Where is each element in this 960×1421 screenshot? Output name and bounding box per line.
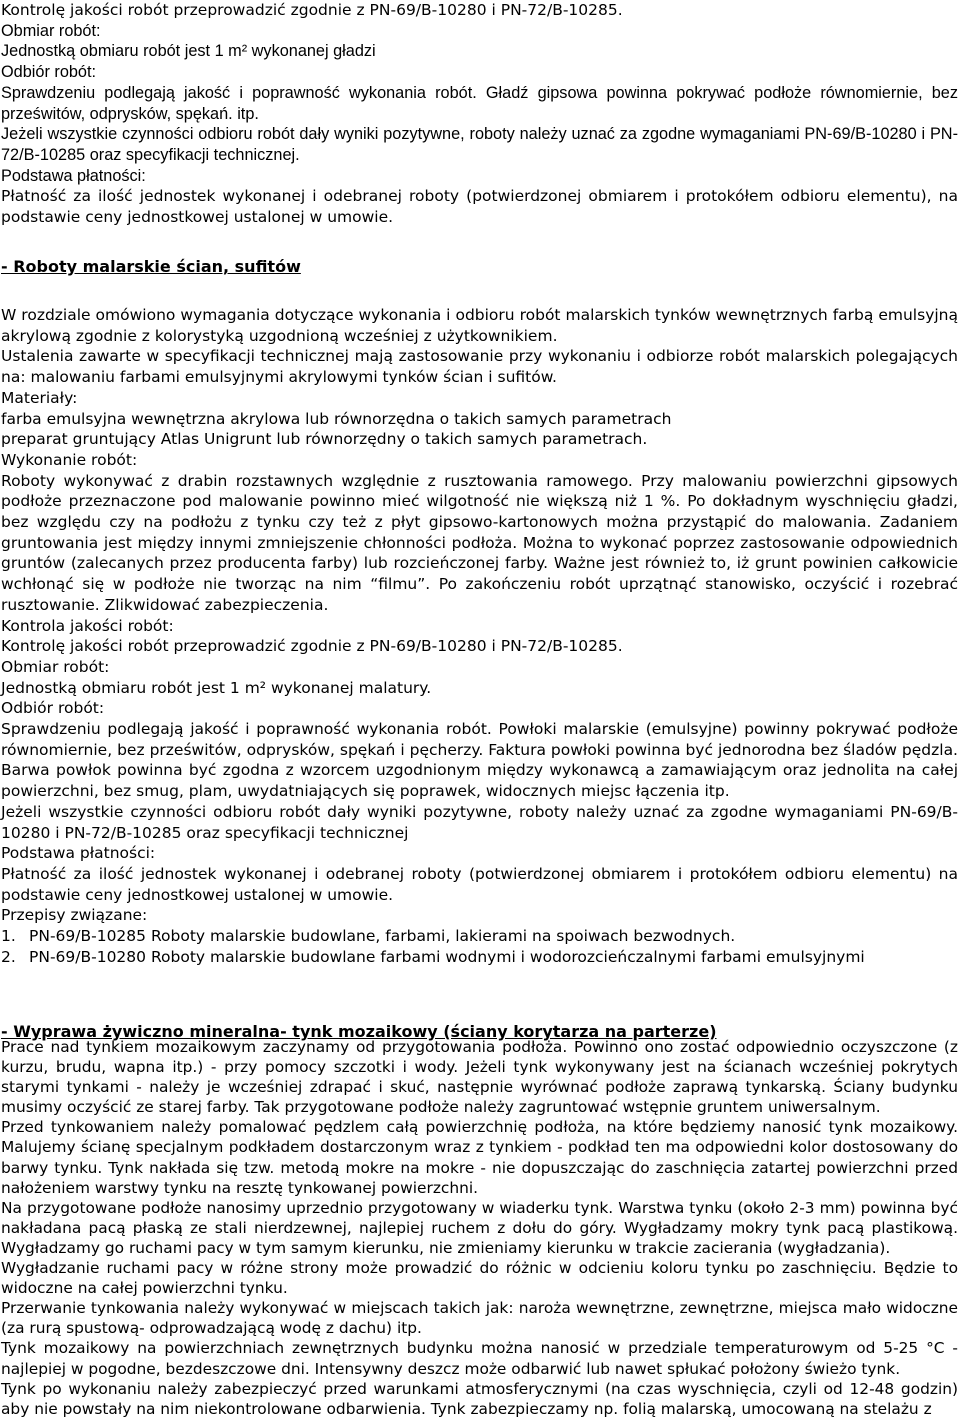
section-heading-painting: - Roboty malarskie ścian, sufitów bbox=[1, 257, 301, 276]
list-item-number: 2. bbox=[1, 947, 16, 966]
primer-paragraph: Przed tynkowaniem należy pomalować pędzlem całą powierzchnię podłoża, na które będziemy nanosić tynk mozaikowy. Malujemy ścianę specjalnym podkładem dostarczonym wraz z tynkiem - podkład ten ma odpowiedni kolor dostosowany do barwy tynku. Tynk nakłada się tzw. metodą mokre na mokre - nie dopuszczając do zaschnięcia zatartej powierzchni przed nałożeniem warstwy tynku na resztę tynkowanej powierzchni. bbox=[1, 1118, 958, 1197]
regulations-list bbox=[1, 926, 958, 967]
painting-section-summary bbox=[1, 0, 958, 228]
quality-control-text: Kontrolę jakości robót przeprowadzić zgodnie z PN-69/B-10280 i PN-72/B-10285. bbox=[1, 1, 623, 19]
mosaic-plaster-section bbox=[1, 1037, 958, 1419]
temperature-paragraph: Tynk mozaikowy na powierzchniach zewnętrznych budynku można nanosić w przedziale temperaturowym od 5-25 °C - najlepiej w pogodne, bezdeszczowe dni. Intensywny deszcz może odbarwić lub nawet spłukać położony świeżo tynk. bbox=[1, 1339, 958, 1378]
protection-paragraph: Tynk po wykonaniu należy zabezpieczyć przed warunkami atmosferycznymi (na czas wyschnięcia, czyli od 12-48 godzin) aby nie powstały na nim niekontrolowane odbarwienia. Tynk zabezpieczamy np. folią malarską, umocowaną na stelażu z bbox=[1, 1379, 958, 1418]
substrate-preparation-paragraph: Prace nad tynkiem mozaikowym zaczynamy od przygotowania podłoża. Powinno ono zostać odpowiednio oczyszczone (z kurzu, brudu, wapna itp.) - przy pomocy szczotki i wody. Jeżeli tynk wykonywany jest na ścianach wcześniej pokrytych starymi tynkami - należy je wcześniej zdrapać i skuć, następnie wyrównać podłoże zaprawą tynkarską. Ściany budynku musimy oczyścić ze starej farby. Tak przygotowane podłoże należy zagruntować wstępnie gruntem uniwersalnym. bbox=[1, 1038, 958, 1117]
acceptance-text: Sprawdzeniu podlegają jakość i poprawność wykonania robót. Gładź gipsowa powinna pokrywać podłoże równomiernie, bez prześwitów, odprysków, spękań. itp. bbox=[1, 83, 958, 123]
interruption-paragraph: Przerwanie tynkowania należy wykonywać w miejscach takich jak: naroża wewnętrzne, zewnętrzne, miejsca mało widoczne (za rurą spustową- odprowadzającą wodę z dachu) itp. bbox=[1, 1299, 958, 1338]
quality-control-text: Kontrolę jakości robót przeprowadzić zgodnie z PN-69/B-10280 i PN-72/B-10285. bbox=[1, 637, 623, 656]
payment-label: Podstawa płatności: bbox=[1, 844, 156, 863]
list-item bbox=[1, 926, 958, 947]
acceptance-conclusion-text: Jeżeli wszystkie czynności odbioru robót dały wyniki pozytywne, roboty należy uznać za zgodne wymaganiami PN-69/B-10280 i PN-72/B-10285 oraz specyfikacji technicznej bbox=[1, 802, 958, 842]
scope-paragraph: W rozdziale omówiono wymagania dotyczące wykonania i odbioru robót malarskich tynków wewnętrznych farbą emulsyjną akrylową zgodnie z kolorystyką uzgodnioną wcześniej z użytkownikiem. bbox=[1, 306, 958, 345]
payment-text: Płatność za ilość jednostek wykonanej i odebranej roboty (potwierdzonej obmiarem i protokółem odbioru elementu), na podstawie ceny jednostkowej ustalonej w umowie. bbox=[1, 187, 958, 227]
list-item-text: PN-69/B-10280 Roboty malarskie budowlane farbami wodnymi i wodorozcieńczalnymi farbami emulsyjnymi bbox=[29, 947, 865, 966]
list-item-text: PN-69/B-10285 Roboty malarskie budowlane, farbami, lakierami na spoiwach bezwodnych. bbox=[29, 927, 736, 946]
materials-label: Materiały: bbox=[1, 388, 78, 407]
payment-label: Podstawa płatności: bbox=[1, 166, 146, 185]
acceptance-label: Odbiór robót: bbox=[1, 699, 105, 718]
measurement-label: Obmiar robót: bbox=[1, 657, 110, 676]
acceptance-label: Odbiór robót: bbox=[1, 63, 97, 82]
execution-paragraph: Roboty wykonywać z drabin rozstawnych względnie z rusztowania ramowego. Przy malowaniu powierzchni gipsowych podłoże przeznaczone pod malowanie powinno mieć wilgotność nie większą niż 1 %. Po dokładnym wyschnięciu gładzi, bez względu czy na podłożu z tynku czy też z płyt gipsowo-kartonowych można przystąpić do malowania. Zadaniem gruntowania jest między innymi zmniejszenie chłonności podłoża. Można to wykonać poprzez zastosowanie odpowiednich gruntów (zalecanych przez producenta farby) lub rozcieńczonej farby. Ważne jest również to, iż grunt powinien całkowicie wchłonąć się w podłoże nie tworząc na nim “filmu”. Po zakończeniu robót uprzątnąć stanowisko, oczyścić i rozebrać rusztowanie. Zlikwidować zabezpieczenia. bbox=[1, 471, 958, 614]
section-heading-mosaic-plaster: - Wyprawa żywiczno mineralna- tynk mozaikowy (ściany korytarza na parterze) bbox=[1, 1022, 717, 1041]
list-item-number: 1. bbox=[1, 927, 16, 946]
regulations-label: Przepisy związane: bbox=[1, 906, 148, 925]
applicability-paragraph: Ustalenia zawarte w specyfikacji technicznej mają zastosowanie przy wykonaniu i odbiorze robót malarskich polegających na: malowaniu farbami emulsyjnymi akrylowymi tynków ścian i sufitów. bbox=[1, 347, 958, 387]
acceptance-conclusion-text: Jeżeli wszystkie czynności odbioru robót dały wyniki pozytywne, roboty należy uznać za zgodne wymaganiami PN-69/B-10280 i PN-72/B-10285 oraz specyfikacji technicznej. bbox=[1, 125, 958, 164]
painting-section bbox=[1, 305, 958, 968]
measurement-text: Jednostką obmiaru robót jest 1 m² wykonanej malatury. bbox=[1, 678, 432, 697]
quality-control-label: Kontrola jakości robót: bbox=[1, 616, 174, 635]
measurement-label: Obmiar robót: bbox=[1, 21, 101, 40]
list-item bbox=[1, 947, 958, 968]
execution-label: Wykonanie robót: bbox=[1, 450, 138, 469]
smoothing-paragraph: Wygładzanie ruchami pacy w różne strony może prowadzić do różnic w odcieniu koloru tynku po zaschnięciu. Będzie to widoczne na całej powierzchni tynku. bbox=[1, 1259, 958, 1298]
material-item-primer: preparat gruntujący Atlas Unigrunt lub równorzędny o takich samych parametrach. bbox=[1, 430, 648, 449]
measurement-text: Jednostką obmiaru robót jest 1 m² wykonanej gładzi bbox=[1, 42, 376, 61]
acceptance-paragraph: Sprawdzeniu podlegają jakość i poprawność wykonania robót. Powłoki malarskie (emulsyjne) powinny pokrywać podłoże równomiernie, bez prześwitów, odprysków, spękań i pęcherzy. Faktura powłoki powinna być jednorodna bez śladów pędzla. Barwa powłok powinna być zgodna z wzorcem uzgodnionym między wykonawcą a zamawiającym oraz jednolita na całej powierzchni, bez smug, plam, uwydatniających się poprawek, widocznych miejsc łączenia itp. bbox=[1, 720, 958, 801]
payment-text: Płatność za ilość jednostek wykonanej i odebranej roboty (potwierdzonej obmiarem i protokółem odbioru elementu) na podstawie ceny jednostkowej ustalonej w umowie. bbox=[1, 864, 958, 904]
application-paragraph: Na przygotowane podłoże nanosimy uprzednio przygotowany w wiaderku tynk. Warstwa tynku (około 2-3 mm) powinna być nakładana pacą płaską ze stali nierdzewnej, najlepiej ruchem z dołu do góry. Wygładzamy mokry tynk pacą plastikową. Wygładzamy go ruchami pacy w tym samym kierunku, nie zmieniamy kierunku w trakcie zacierania (wygładzania). bbox=[1, 1198, 958, 1257]
material-item-paint: farba emulsyjna wewnętrzna akrylowa lub równorzędna o takich samych parametrach bbox=[1, 409, 672, 428]
